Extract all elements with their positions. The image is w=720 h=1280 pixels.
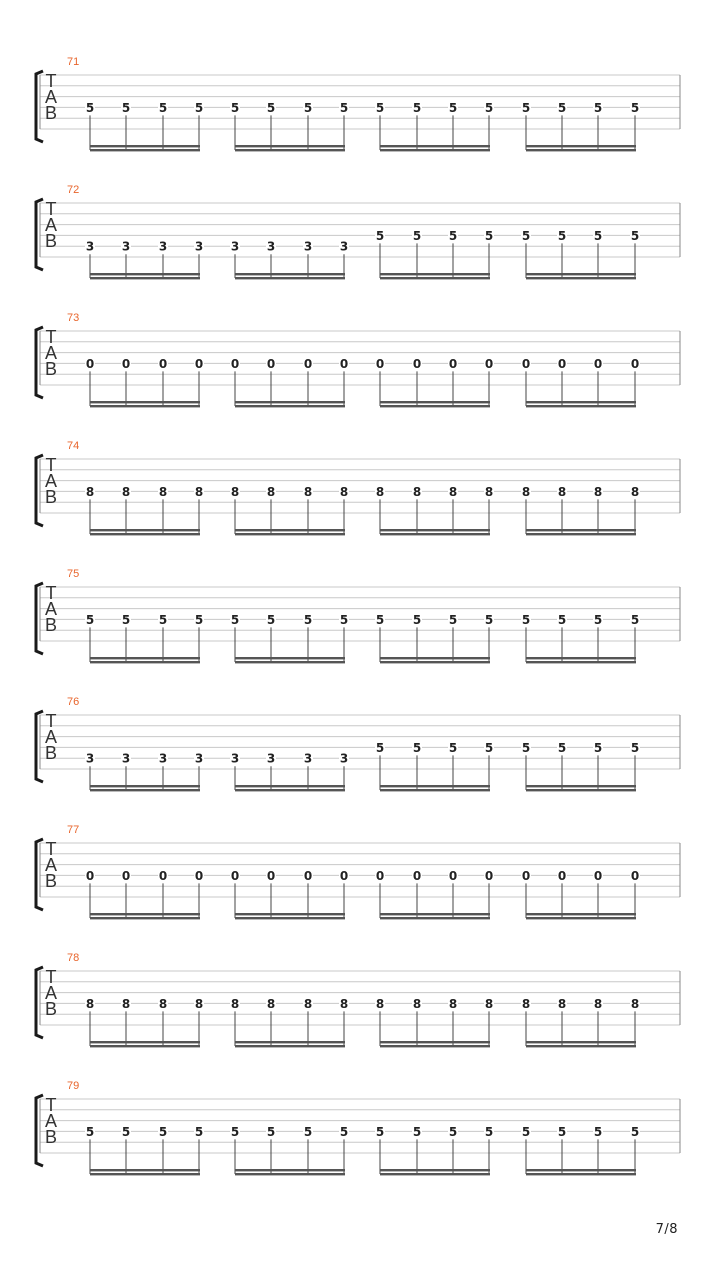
- fret-number: 0: [121, 868, 131, 883]
- beam-secondary: [526, 789, 636, 791]
- tab-system: [0, 824, 720, 934]
- beam-secondary: [526, 1045, 636, 1047]
- tab-clef-letter: T: [45, 967, 57, 987]
- fret-number: 3: [121, 239, 131, 254]
- fret-number: 3: [85, 239, 95, 254]
- beam-secondary: [90, 277, 200, 279]
- tab-clef-letter: T: [45, 199, 57, 219]
- fret-number: 3: [230, 239, 240, 254]
- fret-number: 8: [230, 484, 240, 499]
- fret-number: 5: [557, 228, 567, 243]
- beam-primary: [90, 913, 200, 915]
- fret-number: 5: [412, 228, 422, 243]
- fret-number: 5: [630, 612, 640, 627]
- fret-number: 5: [521, 612, 531, 627]
- beam-primary: [526, 913, 636, 915]
- beam-secondary: [526, 149, 636, 151]
- beam-primary: [380, 657, 490, 659]
- beam-primary: [235, 913, 345, 915]
- tab-clef-letter: A: [44, 343, 58, 363]
- beam-secondary: [235, 917, 345, 919]
- tab-staff: [0, 824, 720, 934]
- beam-primary: [235, 401, 345, 403]
- fret-number: 5: [85, 612, 95, 627]
- fret-number: 5: [593, 612, 603, 627]
- fret-number: 3: [158, 239, 168, 254]
- fret-number: 5: [448, 100, 458, 115]
- tab-clef-letter: B: [44, 743, 58, 763]
- fret-number: 0: [266, 868, 276, 883]
- fret-number: 3: [266, 751, 276, 766]
- fret-number: 0: [630, 356, 640, 371]
- fret-number: 5: [557, 1124, 567, 1139]
- beam-secondary: [380, 661, 490, 663]
- tab-clef-letter: T: [45, 455, 57, 475]
- tab-clef-letter: A: [44, 855, 58, 875]
- fret-number: 3: [121, 751, 131, 766]
- measure-number: 78: [67, 952, 80, 964]
- fret-number: 5: [412, 740, 422, 755]
- fret-number: 8: [85, 996, 95, 1011]
- fret-number: 5: [593, 228, 603, 243]
- beam-primary: [90, 1041, 200, 1043]
- beam-primary: [380, 145, 490, 147]
- fret-number: 0: [557, 356, 567, 371]
- beam-secondary: [380, 789, 490, 791]
- beam-secondary: [380, 405, 490, 407]
- tab-clef-letter: A: [44, 471, 58, 491]
- tab-system: [0, 952, 720, 1062]
- beam-primary: [380, 1169, 490, 1171]
- beam-primary: [90, 1169, 200, 1171]
- fret-number: 8: [85, 484, 95, 499]
- tab-system: [0, 568, 720, 678]
- fret-number: 8: [194, 996, 204, 1011]
- beam-primary: [526, 1041, 636, 1043]
- fret-number: 5: [158, 1124, 168, 1139]
- fret-number: 0: [412, 356, 422, 371]
- fret-number: 5: [557, 612, 567, 627]
- fret-number: 0: [121, 356, 131, 371]
- beam-secondary: [380, 277, 490, 279]
- tab-clef-letter: B: [44, 103, 58, 123]
- fret-number: 0: [194, 868, 204, 883]
- fret-number: 8: [412, 484, 422, 499]
- tab-clef-letter: B: [44, 359, 58, 379]
- fret-number: 5: [521, 740, 531, 755]
- fret-number: 8: [484, 484, 494, 499]
- fret-number: 8: [484, 996, 494, 1011]
- fret-number: 8: [557, 484, 567, 499]
- fret-number: 5: [194, 612, 204, 627]
- fret-number: 0: [375, 868, 385, 883]
- beam-primary: [526, 1169, 636, 1171]
- fret-number: 0: [593, 356, 603, 371]
- beam-secondary: [235, 277, 345, 279]
- beam-secondary: [380, 1045, 490, 1047]
- beam-secondary: [90, 789, 200, 791]
- fret-number: 8: [448, 996, 458, 1011]
- fret-number: 5: [412, 100, 422, 115]
- fret-number: 8: [521, 484, 531, 499]
- beam-primary: [235, 273, 345, 275]
- beam-primary: [235, 785, 345, 787]
- fret-number: 5: [339, 100, 349, 115]
- beam-primary: [90, 529, 200, 531]
- fret-number: 5: [484, 740, 494, 755]
- fret-number: 5: [521, 1124, 531, 1139]
- tab-staff: [0, 184, 720, 294]
- tab-clef-letter: A: [44, 87, 58, 107]
- beam-primary: [380, 273, 490, 275]
- fret-number: 0: [484, 868, 494, 883]
- beam-primary: [380, 785, 490, 787]
- fret-number: 0: [557, 868, 567, 883]
- fret-number: 0: [448, 356, 458, 371]
- tab-system: [0, 56, 720, 166]
- fret-number: 3: [230, 751, 240, 766]
- beam-primary: [526, 657, 636, 659]
- fret-number: 5: [266, 100, 276, 115]
- tab-clef-letter: A: [44, 1111, 58, 1131]
- fret-number: 8: [448, 484, 458, 499]
- fret-number: 0: [194, 356, 204, 371]
- fret-number: 3: [303, 751, 313, 766]
- fret-number: 8: [158, 996, 168, 1011]
- beam-secondary: [90, 917, 200, 919]
- fret-number: 8: [121, 484, 131, 499]
- tab-clef-letter: B: [44, 999, 58, 1019]
- tab-staff: [0, 1080, 720, 1190]
- fret-number: 0: [448, 868, 458, 883]
- beam-secondary: [90, 533, 200, 535]
- fret-number: 0: [412, 868, 422, 883]
- fret-number: 5: [303, 1124, 313, 1139]
- beam-secondary: [235, 1045, 345, 1047]
- fret-number: 5: [484, 228, 494, 243]
- fret-number: 3: [194, 751, 204, 766]
- fret-number: 5: [375, 1124, 385, 1139]
- fret-number: 0: [375, 356, 385, 371]
- fret-number: 8: [303, 996, 313, 1011]
- fret-number: 8: [194, 484, 204, 499]
- tab-staff: [0, 696, 720, 806]
- beam-secondary: [380, 917, 490, 919]
- fret-number: 0: [158, 356, 168, 371]
- fret-number: 3: [158, 751, 168, 766]
- fret-number: 5: [375, 228, 385, 243]
- fret-number: 8: [121, 996, 131, 1011]
- beam-primary: [235, 1169, 345, 1171]
- fret-number: 8: [593, 996, 603, 1011]
- beam-secondary: [380, 1173, 490, 1175]
- fret-number: 0: [85, 356, 95, 371]
- fret-number: 8: [230, 996, 240, 1011]
- beam-secondary: [235, 661, 345, 663]
- fret-number: 0: [630, 868, 640, 883]
- measure-number: 74: [67, 440, 80, 452]
- fret-number: 8: [266, 484, 276, 499]
- fret-number: 8: [339, 996, 349, 1011]
- fret-number: 5: [593, 1124, 603, 1139]
- beam-secondary: [526, 661, 636, 663]
- fret-number: 3: [266, 239, 276, 254]
- fret-number: 5: [593, 740, 603, 755]
- fret-number: 5: [375, 740, 385, 755]
- fret-number: 5: [484, 100, 494, 115]
- tab-clef-letter: T: [45, 711, 57, 731]
- beam-primary: [90, 401, 200, 403]
- beam-primary: [90, 273, 200, 275]
- fret-number: 5: [230, 1124, 240, 1139]
- fret-number: 8: [158, 484, 168, 499]
- fret-number: 5: [230, 612, 240, 627]
- fret-number: 5: [194, 1124, 204, 1139]
- beam-secondary: [235, 533, 345, 535]
- tab-system: [0, 312, 720, 422]
- fret-number: 8: [375, 484, 385, 499]
- fret-number: 5: [630, 100, 640, 115]
- beam-secondary: [526, 533, 636, 535]
- fret-number: 5: [158, 100, 168, 115]
- fret-number: 5: [593, 100, 603, 115]
- fret-number: 8: [339, 484, 349, 499]
- fret-number: 5: [230, 100, 240, 115]
- beam-primary: [235, 529, 345, 531]
- tab-system: [0, 440, 720, 550]
- beam-primary: [90, 785, 200, 787]
- fret-number: 3: [339, 751, 349, 766]
- beam-primary: [380, 401, 490, 403]
- beam-secondary: [90, 661, 200, 663]
- fret-number: 5: [484, 1124, 494, 1139]
- fret-number: 0: [521, 868, 531, 883]
- fret-number: 5: [448, 228, 458, 243]
- tab-staff: [0, 312, 720, 422]
- fret-number: 5: [521, 228, 531, 243]
- tab-staff: [0, 568, 720, 678]
- fret-number: 0: [339, 868, 349, 883]
- fret-number: 8: [630, 996, 640, 1011]
- beam-secondary: [235, 789, 345, 791]
- page-number: 7/8: [655, 1222, 678, 1237]
- fret-number: 5: [448, 1124, 458, 1139]
- fret-number: 8: [412, 996, 422, 1011]
- measure-number: 79: [67, 1080, 80, 1092]
- measure-number: 72: [67, 184, 80, 196]
- tab-clef-letter: T: [45, 839, 57, 859]
- beam-secondary: [526, 405, 636, 407]
- measure-number: 76: [67, 696, 80, 708]
- fret-number: 5: [121, 100, 131, 115]
- fret-number: 5: [121, 1124, 131, 1139]
- fret-number: 5: [85, 100, 95, 115]
- fret-number: 5: [484, 612, 494, 627]
- beam-secondary: [90, 1045, 200, 1047]
- beam-primary: [526, 145, 636, 147]
- fret-number: 0: [158, 868, 168, 883]
- fret-number: 5: [121, 612, 131, 627]
- fret-number: 8: [521, 996, 531, 1011]
- fret-number: 0: [484, 356, 494, 371]
- fret-number: 5: [412, 1124, 422, 1139]
- fret-number: 5: [339, 1124, 349, 1139]
- fret-number: 8: [557, 996, 567, 1011]
- measure-number: 73: [67, 312, 80, 324]
- fret-number: 5: [375, 612, 385, 627]
- beam-primary: [526, 529, 636, 531]
- fret-number: 0: [521, 356, 531, 371]
- tab-clef-letter: B: [44, 487, 58, 507]
- tab-clef-letter: A: [44, 599, 58, 619]
- tab-clef-letter: A: [44, 727, 58, 747]
- tab-clef-letter: A: [44, 983, 58, 1003]
- fret-number: 3: [339, 239, 349, 254]
- fret-number: 8: [593, 484, 603, 499]
- tab-clef-letter: B: [44, 871, 58, 891]
- beam-primary: [526, 785, 636, 787]
- fret-number: 5: [339, 612, 349, 627]
- fret-number: 5: [448, 740, 458, 755]
- fret-number: 5: [194, 100, 204, 115]
- fret-number: 5: [266, 612, 276, 627]
- fret-number: 0: [230, 868, 240, 883]
- tab-clef-letter: B: [44, 1127, 58, 1147]
- fret-number: 0: [266, 356, 276, 371]
- tab-system: [0, 696, 720, 806]
- beam-primary: [235, 145, 345, 147]
- fret-number: 0: [593, 868, 603, 883]
- beam-secondary: [235, 405, 345, 407]
- fret-number: 8: [375, 996, 385, 1011]
- fret-number: 5: [521, 100, 531, 115]
- measure-number: 77: [67, 824, 80, 836]
- tab-system: [0, 184, 720, 294]
- beam-primary: [235, 657, 345, 659]
- fret-number: 3: [194, 239, 204, 254]
- fret-number: 5: [412, 612, 422, 627]
- fret-number: 0: [230, 356, 240, 371]
- beam-secondary: [380, 533, 490, 535]
- tab-system: [0, 1080, 720, 1190]
- fret-number: 8: [303, 484, 313, 499]
- measure-number: 75: [67, 568, 80, 580]
- beam-secondary: [235, 149, 345, 151]
- beam-primary: [380, 529, 490, 531]
- tab-clef-letter: T: [45, 71, 57, 91]
- tab-clef-letter: T: [45, 327, 57, 347]
- tab-staff: [0, 952, 720, 1062]
- beam-primary: [526, 273, 636, 275]
- beam-secondary: [235, 1173, 345, 1175]
- beam-secondary: [526, 1173, 636, 1175]
- beam-primary: [235, 1041, 345, 1043]
- beam-secondary: [380, 149, 490, 151]
- beam-primary: [526, 401, 636, 403]
- beam-primary: [380, 913, 490, 915]
- fret-number: 5: [375, 100, 385, 115]
- beam-primary: [90, 657, 200, 659]
- beam-secondary: [90, 1173, 200, 1175]
- fret-number: 5: [303, 100, 313, 115]
- tab-staff: [0, 440, 720, 550]
- fret-number: 5: [557, 740, 567, 755]
- beam-primary: [90, 145, 200, 147]
- beam-secondary: [526, 277, 636, 279]
- measure-number: 71: [67, 56, 80, 68]
- beam-secondary: [526, 917, 636, 919]
- fret-number: 3: [85, 751, 95, 766]
- fret-number: 0: [303, 356, 313, 371]
- fret-number: 8: [630, 484, 640, 499]
- beam-secondary: [90, 405, 200, 407]
- fret-number: 5: [303, 612, 313, 627]
- fret-number: 3: [303, 239, 313, 254]
- fret-number: 5: [158, 612, 168, 627]
- fret-number: 5: [557, 100, 567, 115]
- fret-number: 5: [266, 1124, 276, 1139]
- tab-clef-letter: B: [44, 231, 58, 251]
- tab-clef-letter: A: [44, 215, 58, 235]
- fret-number: 8: [266, 996, 276, 1011]
- fret-number: 0: [85, 868, 95, 883]
- fret-number: 0: [339, 356, 349, 371]
- fret-number: 5: [448, 612, 458, 627]
- fret-number: 5: [630, 228, 640, 243]
- beam-primary: [380, 1041, 490, 1043]
- tab-staff: [0, 56, 720, 166]
- fret-number: 5: [85, 1124, 95, 1139]
- fret-number: 5: [630, 740, 640, 755]
- beam-secondary: [90, 149, 200, 151]
- tab-clef-letter: B: [44, 615, 58, 635]
- tab-clef-letter: T: [45, 583, 57, 603]
- fret-number: 0: [303, 868, 313, 883]
- fret-number: 5: [630, 1124, 640, 1139]
- tab-clef-letter: T: [45, 1095, 57, 1115]
